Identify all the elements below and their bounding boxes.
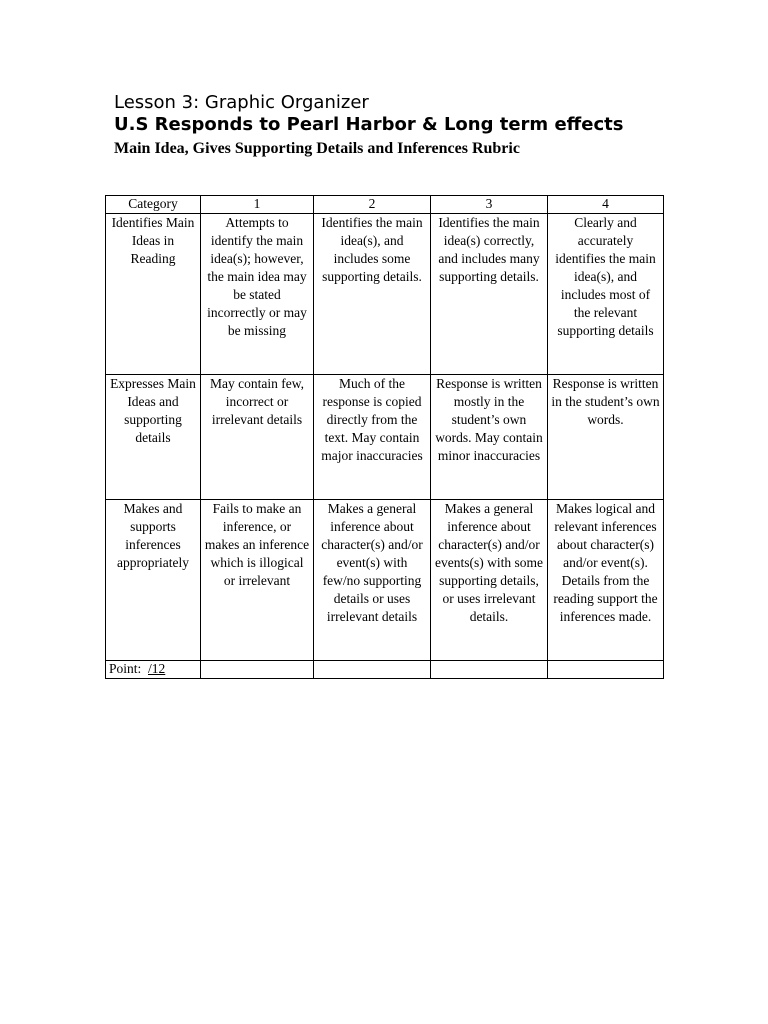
header-score-1: 1 xyxy=(201,196,314,214)
row-category: Expresses Main Ideas and supporting details xyxy=(106,375,201,500)
points-empty-cell xyxy=(548,661,664,679)
table-row xyxy=(106,214,664,375)
row-cell: Attempts to identify the main idea(s); however, the main idea may be stated incorrectly or may be missing xyxy=(201,214,314,375)
points-label: Point: xyxy=(109,661,142,676)
points-cell xyxy=(106,661,201,679)
row-cell: Makes a general inference about character(s) and/or event(s) with few/no supporting details or uses irrelevant details xyxy=(314,500,431,661)
lesson-subtitle: U.S Responds to Pearl Harbor & Long term effects xyxy=(114,114,624,135)
row-category: Identifies Main Ideas in Reading xyxy=(106,214,201,375)
header-score-4: 4 xyxy=(548,196,664,214)
row-cell: Response is written mostly in the student’s own words. May contain minor inaccuracies xyxy=(431,375,548,500)
points-empty-cell xyxy=(431,661,548,679)
header-score-3: 3 xyxy=(431,196,548,214)
row-cell: Clearly and accurately identifies the main idea(s), and includes most of the relevant supporting details xyxy=(548,214,664,375)
row-cell: Makes logical and relevant inferences about character(s) and/or event(s). Details from the reading support the inferences made. xyxy=(548,500,664,661)
row-category: Makes and supports inferences appropriately xyxy=(106,500,201,661)
row-cell: Identifies the main idea(s) correctly, and includes many supporting details. xyxy=(431,214,548,375)
header-category: Category xyxy=(106,196,201,214)
rubric-title: Main Idea, Gives Supporting Details and Inferences Rubric xyxy=(114,140,520,157)
row-cell: Response is written in the student’s own words. xyxy=(548,375,664,500)
row-cell: May contain few, incorrect or irrelevant details xyxy=(201,375,314,500)
header-score-2: 2 xyxy=(314,196,431,214)
rubric-table xyxy=(105,195,664,679)
table-row xyxy=(106,500,664,661)
row-cell: Makes a general inference about character(s) and/or events(s) with some supporting details, or uses irrelevant details. xyxy=(431,500,548,661)
lesson-title: Lesson 3: Graphic Organizer xyxy=(114,92,369,113)
table-header-row xyxy=(106,196,664,214)
row-cell: Fails to make an inference, or makes an inference which is illogical or irrelevant xyxy=(201,500,314,661)
points-row xyxy=(106,661,664,679)
points-value: /12 xyxy=(148,661,166,676)
points-empty-cell xyxy=(314,661,431,679)
document-header xyxy=(114,92,674,160)
table-row xyxy=(106,375,664,500)
row-cell: Identifies the main idea(s), and includes some supporting details. xyxy=(314,214,431,375)
row-cell: Much of the response is copied directly from the text. May contain major inaccuracies xyxy=(314,375,431,500)
points-empty-cell xyxy=(201,661,314,679)
